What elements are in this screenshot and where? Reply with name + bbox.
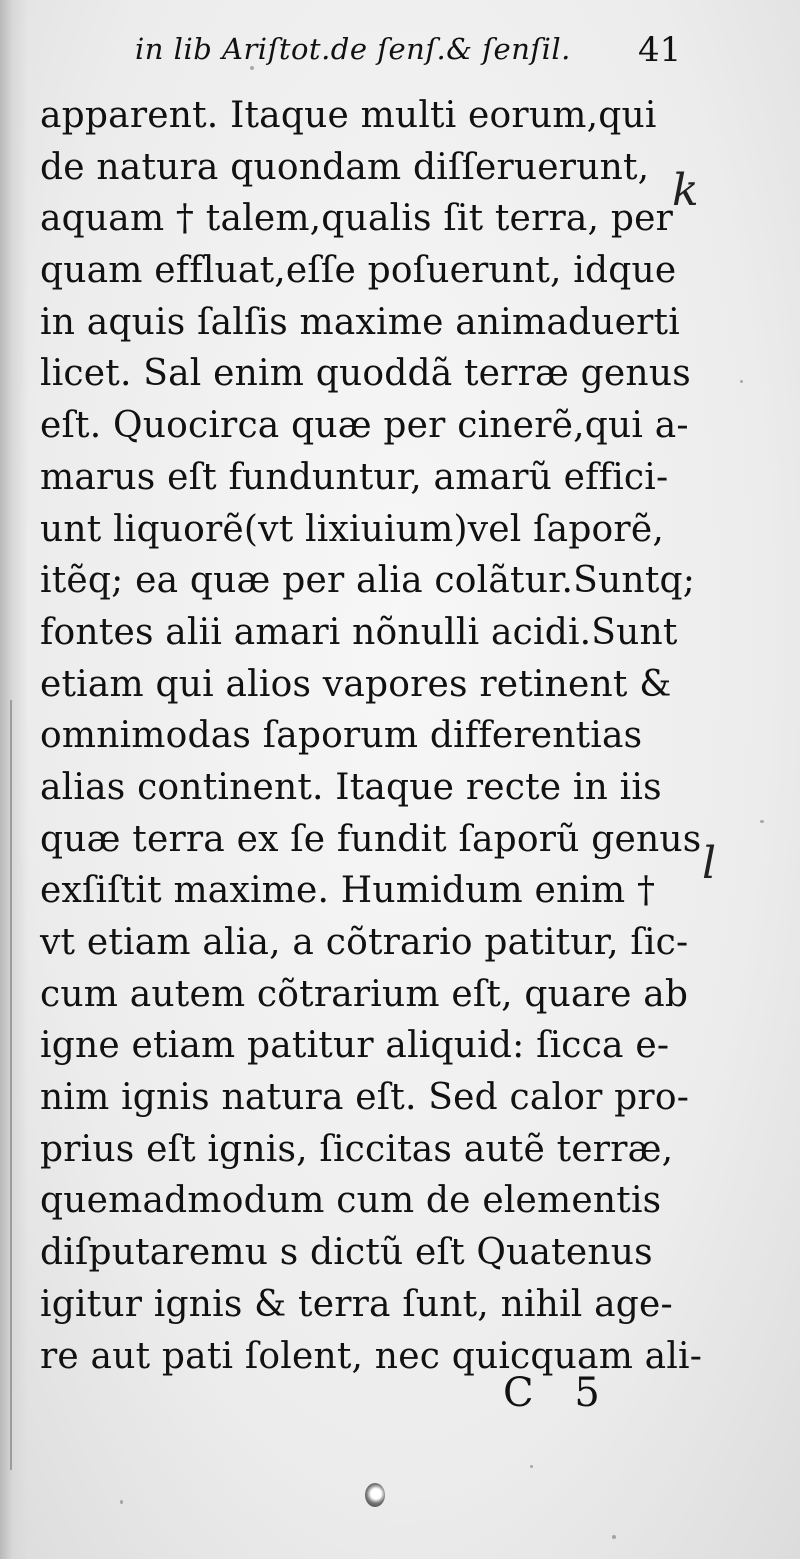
margin-note-k: k bbox=[672, 165, 699, 216]
paper-speck bbox=[530, 1465, 533, 1468]
margin-note-l: l bbox=[702, 838, 717, 889]
text-line: omnimodas ſaporum differentias bbox=[40, 715, 643, 757]
text-line: igne etiam patitur aliquid: ſicca e- bbox=[40, 1025, 670, 1067]
page-header bbox=[0, 32, 800, 82]
body-text bbox=[40, 90, 720, 1382]
text-line: apparent. Itaque multi eorum,qui bbox=[40, 95, 657, 136]
running-head: in lib Ariſtot.de ſenſ.& ſenſil. bbox=[135, 32, 571, 66]
text-line: diſputaremu s dictũ eſt Quatenus bbox=[40, 1232, 653, 1274]
text-line: exſiſtit maxime. Humidum enim † bbox=[40, 870, 656, 912]
text-line: quemadmodum cum de elementis bbox=[40, 1180, 662, 1222]
text-line: quæ terra ex ſe fundit ſaporũ genus bbox=[40, 818, 702, 860]
text-line: re aut pati ſolent, nec quicquam ali- bbox=[40, 1335, 703, 1377]
paper-speck bbox=[612, 1535, 616, 1539]
text-line: prius eſt ignis, ſiccitas autẽ terræ, bbox=[40, 1128, 674, 1170]
paper-speck bbox=[250, 66, 254, 70]
paper-speck bbox=[760, 820, 764, 823]
text-line: quam effluat,eſſe poſuerunt, idque bbox=[40, 250, 677, 292]
page-number: 41 bbox=[638, 30, 682, 70]
text-line: vt etiam alia, a cõtrario patitur, ſic- bbox=[40, 922, 689, 963]
text-line: aquam † talem,qualis ſit terra, per bbox=[40, 198, 673, 240]
text-line: nim ignis natura eſt. Sed calor pro- bbox=[40, 1077, 690, 1119]
text-line: in aquis ſalſis maxime animaduerti bbox=[40, 301, 680, 343]
paper-speck bbox=[120, 1500, 123, 1504]
text-line: eſt. Quocirca quæ per cinerẽ,qui a- bbox=[40, 405, 689, 447]
text-line: licet. Sal enim quoddã terræ genus bbox=[40, 353, 691, 395]
paper-hole bbox=[365, 1483, 385, 1507]
text-line: fontes alii amari nõnulli acidi.Sunt bbox=[40, 611, 678, 653]
text-line: unt liquorẽ(vt lixiuium)vel ſaporẽ, bbox=[40, 508, 664, 550]
text-line: etiam qui alios vapores retinent & bbox=[40, 663, 672, 705]
text-line: itẽq; ea quæ per alia colãtur.Suntq; bbox=[40, 560, 696, 602]
page-gutter-shadow bbox=[0, 0, 28, 1559]
text-line: de natura quondam diſſeruerunt, bbox=[40, 146, 650, 188]
signature-mark: C 5 bbox=[503, 1370, 614, 1416]
text-line: igitur ignis & terra ſunt, nihil age- bbox=[40, 1283, 673, 1325]
paper-speck bbox=[740, 380, 743, 383]
text-line: alias continent. Itaque recte in iis bbox=[40, 766, 662, 808]
text-line: cum autem cõtrarium eſt, quare ab bbox=[40, 973, 689, 1015]
page-edge-line bbox=[10, 700, 12, 1470]
text-line: marus eſt funduntur, amarũ effici- bbox=[40, 456, 669, 498]
